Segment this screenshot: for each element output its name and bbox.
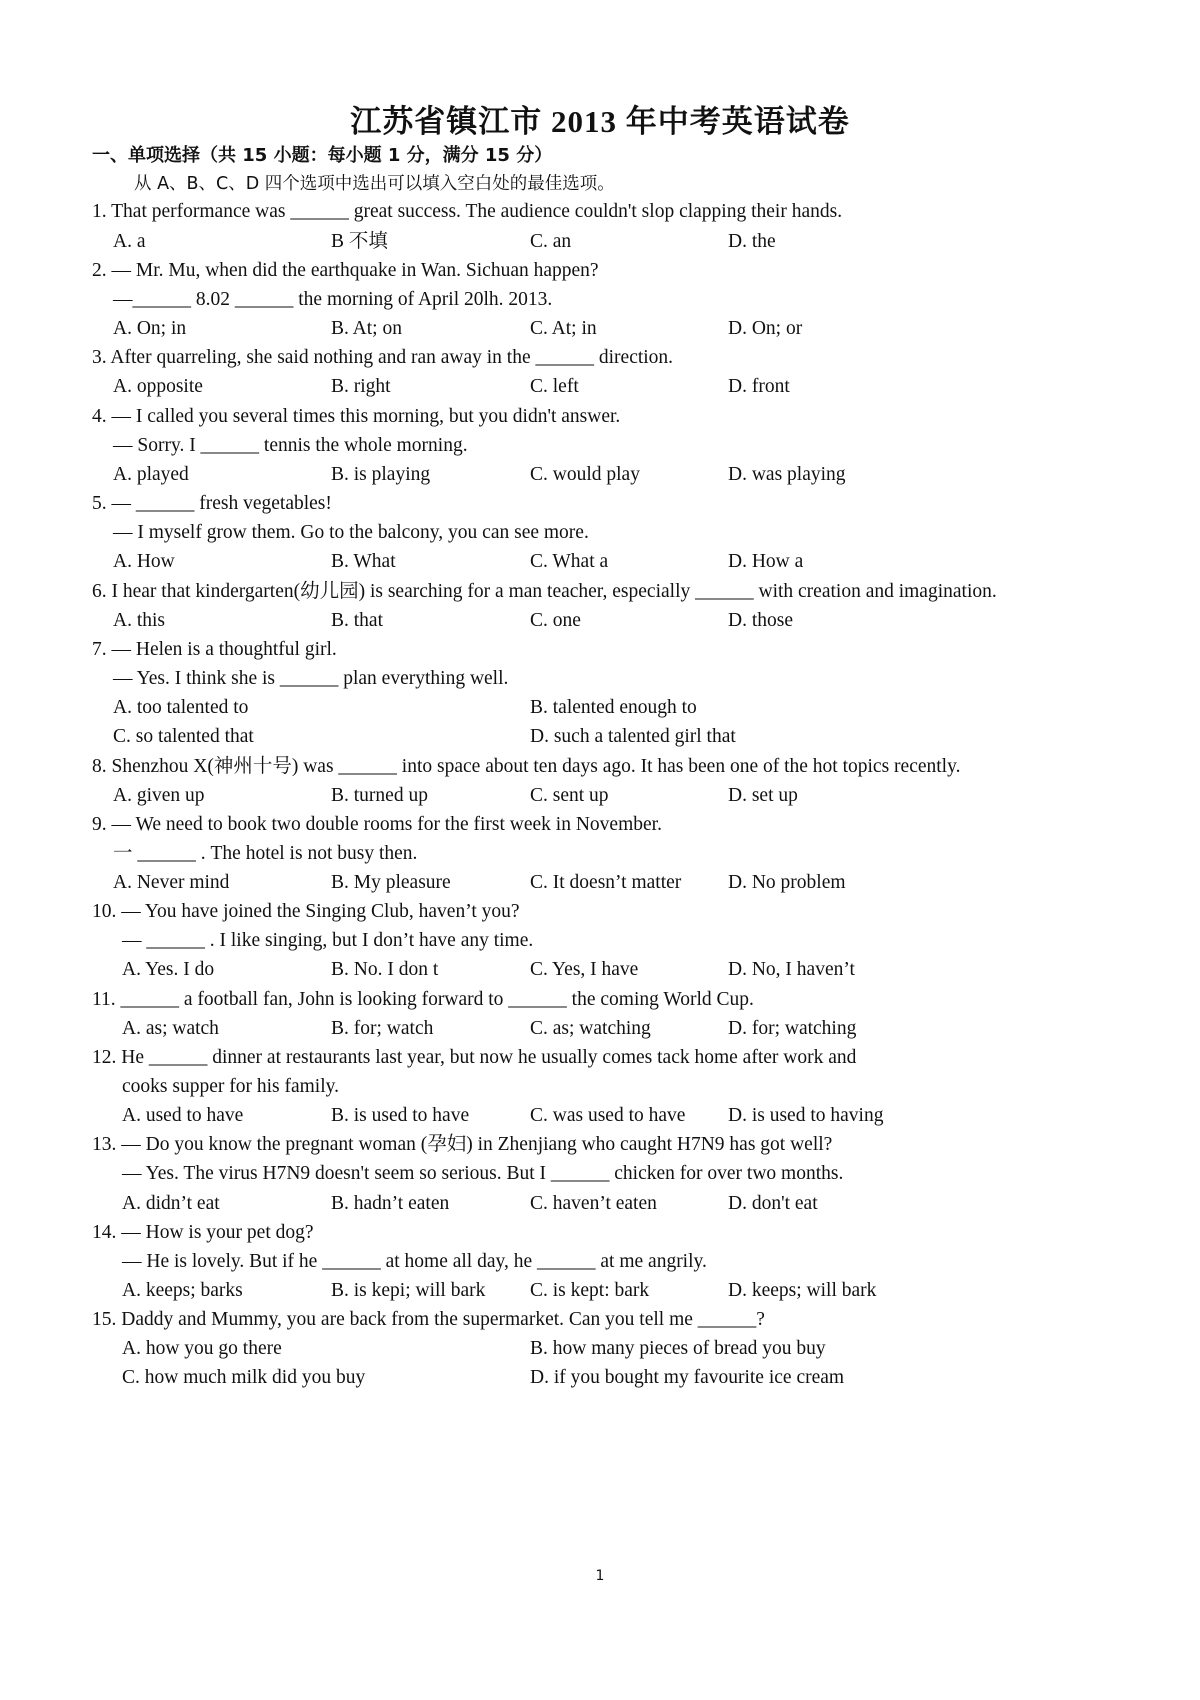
question-7-option-a: A. too talented to xyxy=(113,697,249,718)
question-8-option-d: D. set up xyxy=(728,785,798,806)
question-6-stem: 6. I hear that kindergarten(幼儿园) is searching for a man teacher, especially ______ with creation and imagination. xyxy=(92,581,997,602)
question-6-option-a: A. this xyxy=(113,610,166,631)
question-2-stem: 2. — Mr. Mu, when did the earthquake in Wan. Sichuan happen? xyxy=(92,260,599,281)
question-12-option-c: C. was used to have xyxy=(530,1105,686,1126)
question-9-stem: 9. — We need to book two double rooms for the first week in November. xyxy=(92,814,662,835)
question-7-stem: 7. — Helen is a thoughtful girl. xyxy=(92,639,337,660)
question-5-option-b: B. What xyxy=(331,551,396,572)
question-10-stem-line-2: — ______ . I like singing, but I don’t have any time. xyxy=(122,930,534,951)
question-13-option-b: B. hadn’t eaten xyxy=(331,1193,450,1214)
question-11-option-b: B. for; watch xyxy=(331,1018,434,1039)
question-5-stem: 5. — ______ fresh vegetables! xyxy=(92,493,332,514)
question-10-stem: 10. — You have joined the Singing Club, haven’t you? xyxy=(92,901,520,922)
question-1-option-c: C. an xyxy=(530,231,572,252)
question-3-option-b: B. right xyxy=(331,376,391,397)
question-10-option-d: D. No, I haven’t xyxy=(728,959,855,980)
question-14-option-d: D. keeps; will bark xyxy=(728,1280,877,1301)
question-13-option-a: A. didn’t eat xyxy=(122,1193,220,1214)
question-4-option-d: D. was playing xyxy=(728,464,846,485)
question-3-option-a: A. opposite xyxy=(113,376,203,397)
question-14-option-c: C. is kept: bark xyxy=(530,1280,650,1301)
question-13-option-c: C. haven’t eaten xyxy=(530,1193,657,1214)
question-3-option-c: C. left xyxy=(530,376,579,397)
question-7-option-c: C. so talented that xyxy=(113,726,254,747)
question-9-option-a: A. Never mind xyxy=(113,872,230,893)
question-12-option-b: B. is used to have xyxy=(331,1105,470,1126)
question-2-option-d: D. On; or xyxy=(728,318,803,339)
question-15-stem: 15. Daddy and Mummy, you are back from the supermarket. Can you tell me ______? xyxy=(92,1309,765,1330)
question-13-stem: 13. — Do you know the pregnant woman (孕妇) in Zhenjiang who caught H7N9 has got well? xyxy=(92,1134,833,1155)
question-14-option-a: A. keeps; barks xyxy=(122,1280,243,1301)
page-title: 江苏省镇江市 2013 年中考英语试卷 xyxy=(350,104,850,139)
question-3-option-d: D. front xyxy=(728,376,790,397)
question-12-option-d: D. is used to having xyxy=(728,1105,884,1126)
question-15-option-a: A. how you go there xyxy=(122,1338,282,1359)
question-2-stem-line-2: —______ 8.02 ______ the morning of April 20lh. 2013. xyxy=(113,289,553,310)
question-9-option-d: D. No problem xyxy=(728,872,846,893)
question-6-option-c: C. one xyxy=(530,610,581,631)
question-6-option-d: D. those xyxy=(728,610,793,631)
question-7-stem-line-2: — Yes. I think she is ______ plan everything well. xyxy=(113,668,509,689)
question-11-option-c: C. as; watching xyxy=(530,1018,651,1039)
question-4-option-c: C. would play xyxy=(530,464,640,485)
question-5-stem-line-2: — I myself grow them. Go to the balcony, you can see more. xyxy=(113,522,589,543)
question-5-option-d: D. How a xyxy=(728,551,804,572)
question-4-stem-line-2: — Sorry. I ______ tennis the whole morning. xyxy=(113,435,468,456)
question-1-option-d: D. the xyxy=(728,231,776,252)
question-12-stem-line-2: cooks supper for his family. xyxy=(122,1076,339,1097)
question-1-option-b: B 不填 xyxy=(331,231,388,252)
question-8-option-c: C. sent up xyxy=(530,785,609,806)
question-4-option-a: A. played xyxy=(113,464,189,485)
question-6-option-b: B. that xyxy=(331,610,383,631)
question-14-stem-line-2: — He is lovely. But if he ______ at home all day, he ______ at me angrily. xyxy=(122,1251,707,1272)
question-2-option-b: B. At; on xyxy=(331,318,402,339)
question-5-option-a: A. How xyxy=(113,551,175,572)
question-4-stem: 4. — I called you several times this morning, but you didn't answer. xyxy=(92,406,621,427)
question-10-option-c: C. Yes, I have xyxy=(530,959,639,980)
question-12-stem: 12. He ______ dinner at restaurants last year, but now he usually comes tack home after work and xyxy=(92,1047,857,1068)
question-11-option-d: D. for; watching xyxy=(728,1018,857,1039)
question-1-stem: 1. That performance was ______ great success. The audience couldn't slop clapping their hands. xyxy=(92,201,843,222)
question-9-option-b: B. My pleasure xyxy=(331,872,451,893)
question-8-stem: 8. Shenzhou X(神州十号) was ______ into space about ten days ago. It has been one of the hot topics recently. xyxy=(92,756,961,777)
question-9-option-c: C. It doesn’t matter xyxy=(530,872,682,893)
section-heading: 一、单项选择（共 15 小题：每小题 1 分，满分 15 分） xyxy=(92,145,553,166)
question-13-stem-line-2: — Yes. The virus H7N9 doesn't seem so serious. But I ______ chicken for over two months. xyxy=(122,1163,844,1184)
question-8-option-b: B. turned up xyxy=(331,785,428,806)
question-11-option-a: A. as; watch xyxy=(122,1018,219,1039)
question-12-option-a: A. used to have xyxy=(122,1105,244,1126)
question-4-option-b: B. is playing xyxy=(331,464,431,485)
question-1-option-a: A. a xyxy=(113,231,146,252)
question-2-option-a: A. On; in xyxy=(113,318,187,339)
question-15-option-b: B. how many pieces of bread you buy xyxy=(530,1338,826,1359)
question-14-option-b: B. is kepi; will bark xyxy=(331,1280,486,1301)
question-10-option-b: B. No. I don t xyxy=(331,959,439,980)
question-5-option-c: C. What a xyxy=(530,551,609,572)
question-2-option-c: C. At; in xyxy=(530,318,597,339)
question-15-option-d: D. if you bought my favourite ice cream xyxy=(530,1367,845,1388)
question-10-option-a: A. Yes. I do xyxy=(122,959,215,980)
page-number: 1 xyxy=(595,1568,605,1584)
question-8-option-a: A. given up xyxy=(113,785,205,806)
question-13-option-d: D. don't eat xyxy=(728,1193,818,1214)
question-3-stem: 3. After quarreling, she said nothing and ran away in the ______ direction. xyxy=(92,347,674,368)
question-7-option-b: B. talented enough to xyxy=(530,697,697,718)
section-instruction: 从 A、B、C、D 四个选项中选出可以填入空白处的最佳选项。 xyxy=(134,174,615,194)
question-11-stem: 11. ______ a football fan, John is looking forward to ______ the coming World Cup. xyxy=(92,989,754,1010)
question-15-option-c: C. how much milk did you buy xyxy=(122,1367,366,1388)
question-14-stem: 14. — How is your pet dog? xyxy=(92,1222,314,1243)
question-7-option-d: D. such a talented girl that xyxy=(530,726,736,747)
question-9-stem-line-2: 一 ______ . The hotel is not busy then. xyxy=(113,843,418,864)
